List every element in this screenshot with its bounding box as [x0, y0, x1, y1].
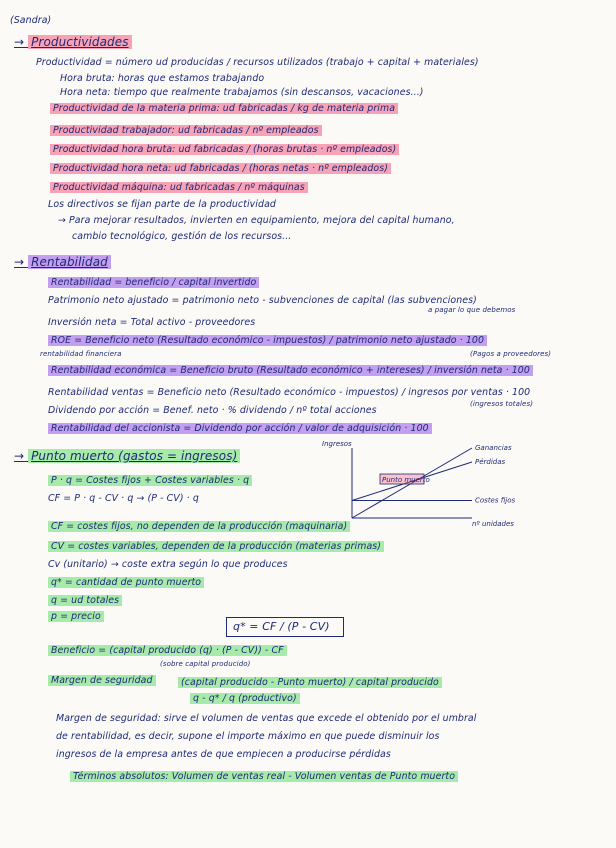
- inversion-neta: Inversión neta = Total activo - proveedores: [48, 317, 256, 328]
- margen-label: Margen de seguridad: [48, 674, 156, 687]
- series-label-2: Costes fijos: [475, 496, 516, 505]
- rentabilidad-note-right-2: (Pagos a proveedores): [470, 350, 552, 358]
- ylabel: Ingresos: [322, 440, 352, 448]
- margen-text-3: ingresos de la empresa antes de que empiecen a producirse pérdidas: [56, 749, 391, 760]
- rentabilidad-note-right-1: a pagar lo que debemos: [428, 306, 516, 314]
- rentabilidad-title: Rentabilidad: [28, 255, 111, 269]
- series-label-1: Pérdidas: [475, 458, 506, 466]
- margen-sub: (sobre capital producido): [160, 660, 251, 668]
- roe-note: rentabilidad financiera: [40, 350, 122, 358]
- xlabel: nº unidades: [472, 520, 514, 528]
- productividad-line-2: Productividad trabajador: ud fabricadas / nº empleados: [50, 124, 322, 137]
- cf-def: CF = costes fijos, no dependen de la producción (maquinaria): [48, 520, 350, 533]
- productividad-line-5: Productividad máquina: ud fabricadas / nº máquinas: [50, 181, 308, 194]
- productividad-line-3: Productividad hora bruta: ud fabricadas / (horas brutas · nº empleados): [50, 143, 399, 156]
- q-total: q = ud totales: [48, 594, 122, 607]
- cv-note: Cv (unitario) → coste extra según lo que produces: [48, 559, 288, 570]
- margen-text-1: Margen de seguridad: sirve el volumen de ventas que excede el obtenido por el umbral: [56, 713, 477, 724]
- rentabilidad-ventas-note: (ingresos totales): [470, 400, 534, 408]
- productividad-line-4: Productividad hora neta: ud fabricadas / (horas netas · nº empleados): [50, 162, 391, 175]
- productividad-note-3: cambio tecnológico, gestión de los recursos...: [72, 231, 292, 242]
- series-label-0: Ganancias: [475, 444, 512, 452]
- terminos-absolutos: Términos absolutos: Volumen de ventas real - Volumen ventas de Punto muerto: [70, 770, 458, 783]
- q-def: q* = cantidad de punto muerto: [48, 576, 204, 589]
- punto-muerto-formula: q* = CF / (P - CV): [233, 620, 330, 633]
- productividad-title: Productividades: [28, 35, 132, 49]
- header: (Sandra): [10, 15, 52, 26]
- productividad-definition: Productividad = número ud producidas / recursos utilizados (trabajo + capital + materiales): [36, 57, 479, 68]
- rentabilidad-ventas: Rentabilidad ventas = Beneficio neto (Resultado económico - impuestos) / ingresos por ventas · 100: [48, 387, 531, 398]
- cv-def: CV = costes variables, dependen de la producción (materias primas): [48, 540, 384, 553]
- dividendo-por-accion: Dividendo por acción = Benef. neto · % dividendo / nº total acciones: [48, 405, 377, 416]
- beneficio: Beneficio = (capital producido (q) · (P - CV)) - CF: [48, 644, 287, 657]
- roe: ROE = Beneficio neto (Resultado económico - impuestos) / patrimonio neto ajustado · 100: [48, 334, 487, 347]
- formula-2: CF = P · q - CV · q → (P - CV) · q: [48, 493, 199, 504]
- rentabilidad-economica-ratio: Rentabilidad económica = Beneficio bruto (Resultado económico + intereses) / inversión neta · 100: [48, 364, 533, 377]
- patrimonio-neto: Patrimonio neto ajustado = patrimonio neto - subvenciones de capital (las subvenciones): [48, 295, 477, 306]
- section-productividad: → Productividades: [14, 36, 132, 49]
- rentabilidad-accionista: Rentabilidad del accionista = Dividendo por acción / valor de adquisición · 100: [48, 422, 432, 435]
- productividad-note-2: → Para mejorar resultados, invierten en equipamiento, mejora del capital humano,: [58, 215, 455, 226]
- productividad-line-1: Productividad de la materia prima: ud fabricadas / kg de materia prima: [50, 102, 398, 115]
- p-def: p = precio: [48, 610, 104, 623]
- productividad-note-1: Los directivos se fijan parte de la productividad: [48, 199, 276, 210]
- hora-bruta: Hora bruta: horas que estamos trabajando: [60, 73, 265, 84]
- hora-neta: Hora neta: tiempo que realmente trabajamos (sin descansos, vacaciones...): [60, 87, 424, 98]
- punto-muerto-annotation: Punto muerto: [382, 476, 430, 484]
- section-punto-muerto: → Punto muerto (gastos = ingresos): [14, 450, 240, 463]
- margen-formula-2: q - q* / q (productivo): [190, 692, 300, 705]
- margen-formula-1: (capital producido - Punto muerto) / capital producido: [178, 676, 442, 689]
- rentabilidad-economica: Rentabilidad = beneficio / capital invertido: [48, 276, 259, 289]
- section-rentabilidad: → Rentabilidad: [14, 256, 111, 269]
- margen-text-2: de rentabilidad, es decir, supone el importe máximo en que puede disminuir los: [56, 731, 440, 742]
- punto-muerto-title: Punto muerto (gastos = ingresos): [28, 449, 240, 463]
- formula-box: [226, 617, 344, 637]
- punto-muerto-chart: [322, 440, 532, 532]
- formula-1: P · q = Costes fijos + Costes variables · q: [48, 474, 252, 487]
